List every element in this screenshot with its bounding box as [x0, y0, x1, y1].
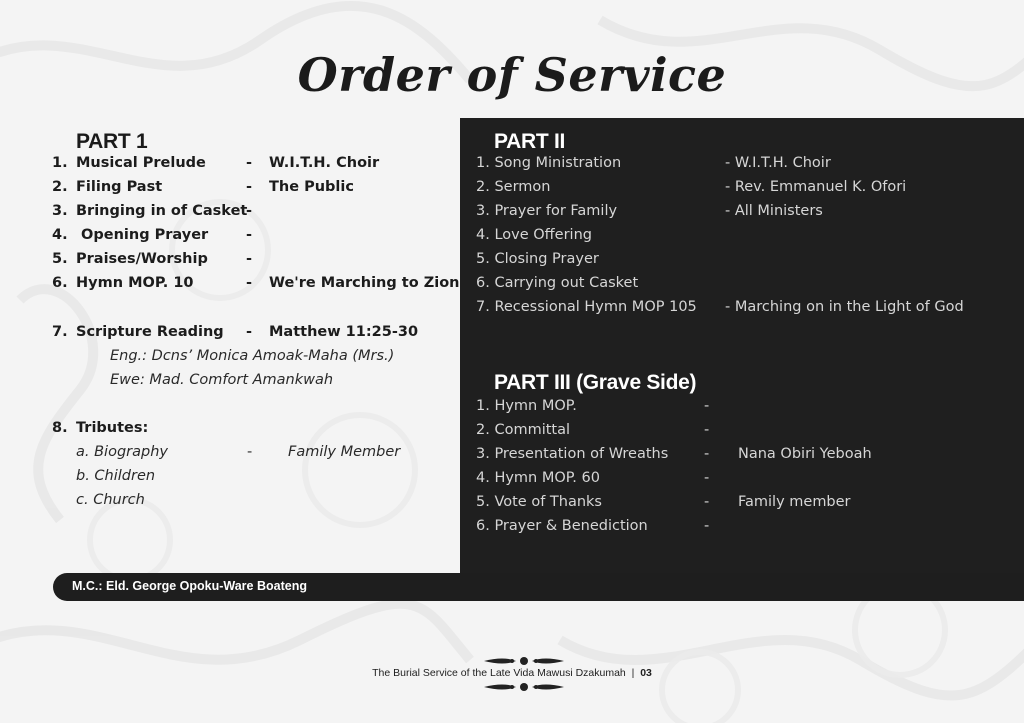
item-number: 2.: [52, 179, 68, 195]
item-dash: -: [704, 398, 710, 414]
item-number: 5.: [52, 251, 68, 267]
tribute-item: c. Church: [76, 492, 145, 508]
item-dash: -: [246, 227, 253, 243]
item-label: 4. Love Offering: [476, 227, 592, 243]
item-label: Opening Prayer: [76, 227, 209, 243]
item-dash: -: [704, 518, 710, 534]
item-dash: -: [246, 275, 253, 291]
item-label: 2. Committal: [476, 422, 571, 438]
mc-name: M.C.: Eld. George Opoku-Ware Boateng: [72, 579, 307, 593]
part1-heading: PART 1: [76, 130, 148, 153]
item-label: 6. Carrying out Casket: [476, 275, 639, 291]
item-label: Filing Past: [76, 179, 163, 195]
tribute-item: a. Biography: [76, 444, 168, 460]
item-number: 4.: [52, 227, 68, 243]
item-label: 2. Sermon: [476, 179, 551, 195]
item-label: Scripture Reading: [76, 324, 224, 340]
item-label: 1. Hymn MOP.: [476, 398, 577, 414]
item-performer: W.I.T.H. Choir: [269, 155, 380, 171]
item-label: 5. Closing Prayer: [476, 251, 599, 267]
item-dash: -: [704, 422, 710, 438]
item-performer: - Rev. Emmanuel K. Ofori: [725, 179, 907, 195]
item-label: Tributes:: [76, 420, 149, 436]
item-dash: -: [704, 494, 710, 510]
item-performer: Family member: [738, 494, 851, 510]
item-number: 7.: [52, 324, 68, 340]
item-dash: -: [704, 446, 710, 462]
page-title: Order of Service: [297, 48, 727, 102]
item-label: 3. Presentation of Wreaths: [476, 446, 669, 462]
item-performer: - All Ministers: [725, 203, 823, 219]
page-number: 03: [640, 667, 652, 679]
tribute-item: b. Children: [76, 468, 156, 484]
item-dash: -: [246, 203, 253, 219]
item-dash: -: [704, 470, 710, 486]
part3-heading: PART III (Grave Side): [494, 371, 697, 394]
item-dash: -: [246, 324, 253, 340]
tribute-performer: Family Member: [288, 444, 401, 460]
item-label: Bringing in of Casket: [76, 203, 248, 219]
item-dash: -: [246, 179, 253, 195]
footer-separator: |: [631, 667, 635, 679]
item-performer: We're Marching to Zion: [269, 275, 460, 291]
part2-heading: PART II: [494, 130, 566, 153]
item-label: 6. Prayer & Benediction: [476, 518, 648, 534]
item-performer: Nana Obiri Yeboah: [738, 446, 872, 462]
item-number: 1.: [52, 155, 68, 171]
ornament-top-icon: [474, 654, 574, 668]
item-label: Hymn MOP. 10: [76, 275, 194, 291]
item-label: 5. Vote of Thanks: [476, 494, 602, 510]
scripture-reader-english: Eng.: Dcns’ Monica Amoak-Maha (Mrs.): [110, 348, 395, 364]
footer: [0, 667, 1024, 679]
item-label: Praises/Worship: [76, 251, 208, 267]
item-number: 6.: [52, 275, 68, 291]
item-number: 8.: [52, 420, 68, 436]
item-performer: Matthew 11:25-30: [269, 324, 419, 340]
ornament-bottom-icon: [474, 680, 574, 694]
item-performer: - W.I.T.H. Choir: [725, 155, 831, 171]
item-dash: -: [246, 251, 253, 267]
item-label: 3. Prayer for Family: [476, 203, 618, 219]
item-label: Musical Prelude: [76, 155, 206, 171]
item-label: 4. Hymn MOP. 60: [476, 470, 600, 486]
item-performer: The Public: [269, 179, 354, 195]
footer-text: The Burial Service of the Late Vida Mawusi Dzakumah: [372, 667, 626, 679]
item-dash: -: [246, 155, 253, 171]
item-number: 3.: [52, 203, 68, 219]
item-label: 7. Recessional Hymn MOP 105: [476, 299, 697, 315]
scripture-reader-ewe: Ewe: Mad. Comfort Amankwah: [110, 372, 334, 388]
item-label: 1. Song Ministration: [476, 155, 622, 171]
tribute-dash: -: [247, 444, 253, 460]
item-performer: - Marching on in the Light of God: [725, 299, 964, 315]
